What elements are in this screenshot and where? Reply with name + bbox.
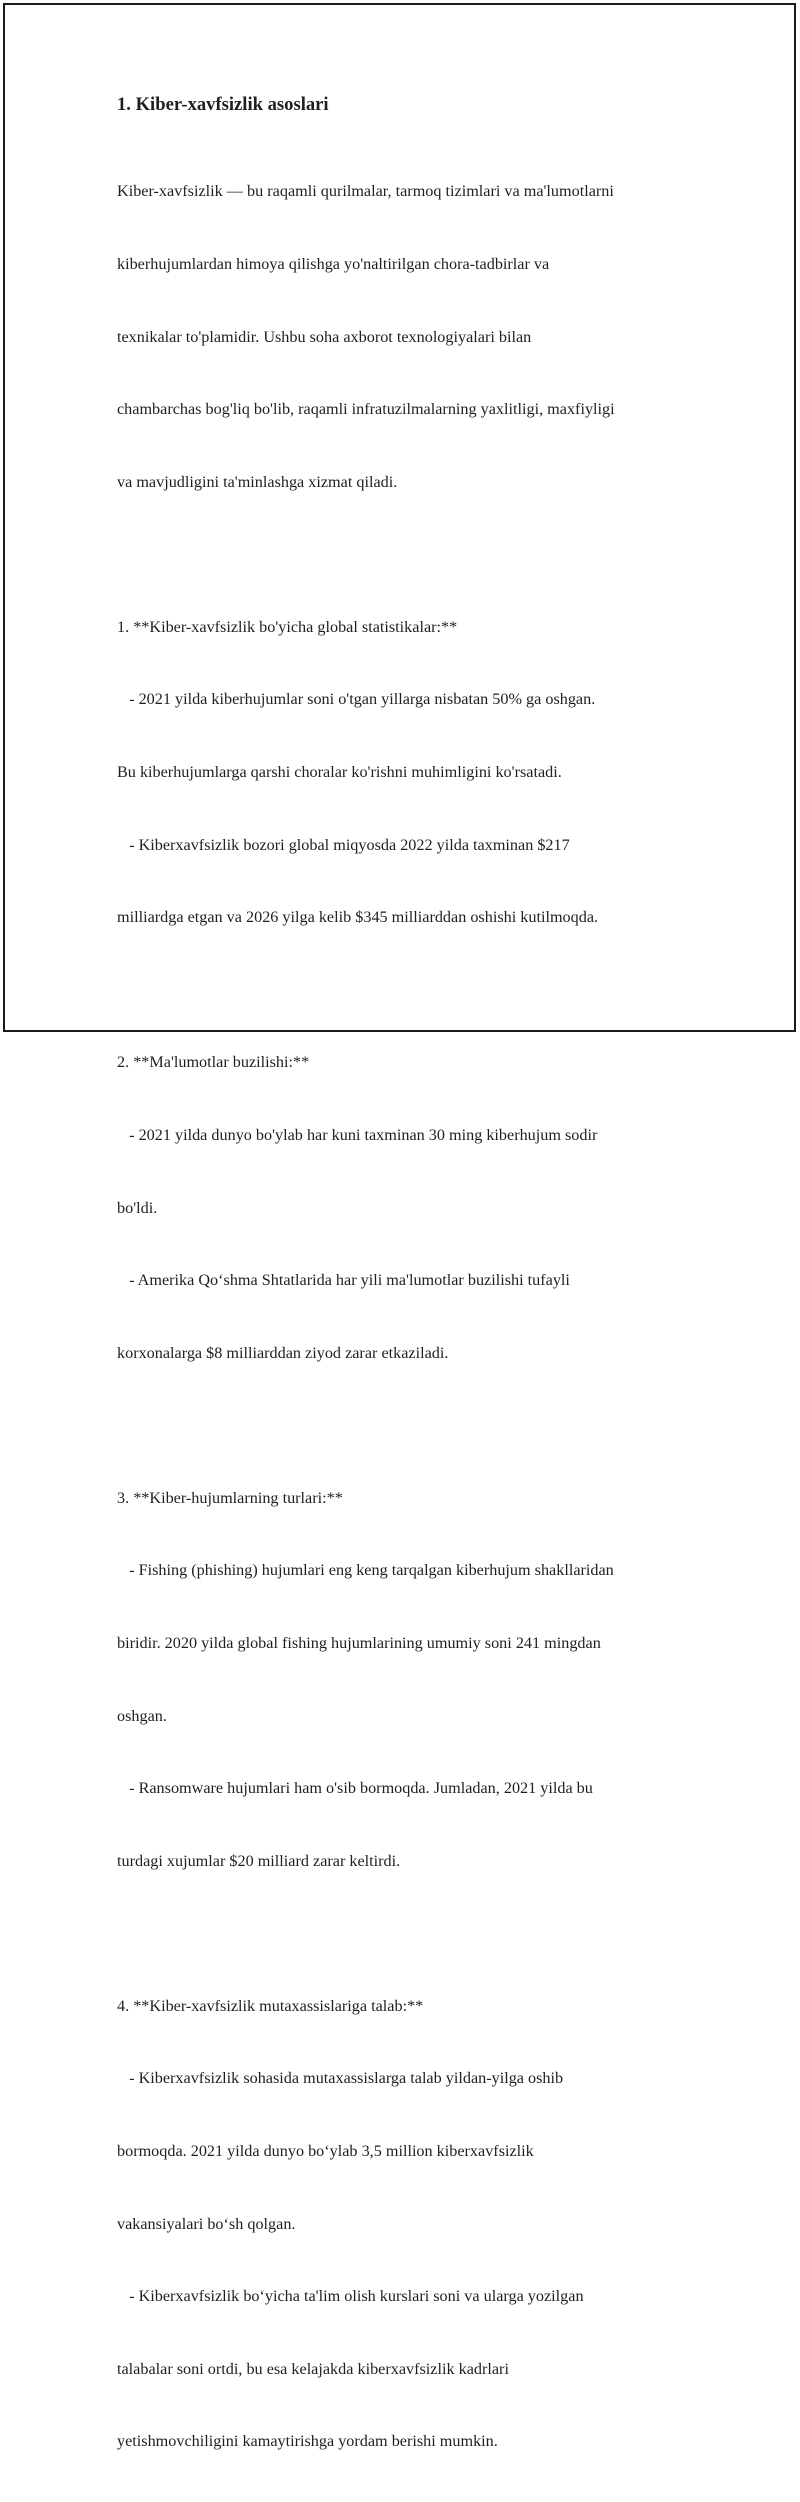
section-line: turdagi xujumlar $20 milliard zarar keltirdi. — [117, 1851, 401, 1870]
section-line: - Amerika Qo‘shma Shtatlarida har yili ma'lumotlar buzilishi tufayli — [117, 1271, 570, 1290]
document-title: 1. Kiber-xavfsizlik asoslari — [117, 94, 329, 115]
intro-paragraph — [117, 131, 687, 542]
section-specialist-demand — [117, 1945, 687, 2502]
section-line: yetishmovchiligini kamaytirishga yordam berishi mumkin. — [117, 2432, 498, 2451]
section-line: Bu kiberhujumlarga qarshi choralar ko'rishni muhimligini ko'rsatadi. — [117, 763, 562, 782]
paragraph-gap — [117, 542, 687, 566]
document-body — [117, 92, 687, 2502]
section-line: - Kiberxavfsizlik sohasida mutaxassislarga talab yildan-yilga oshib — [117, 2069, 564, 2088]
section-heading: 1. **Kiber-xavfsizlik bo'yicha global statistikalar:** — [117, 617, 458, 636]
section-line: korxonalarga $8 milliarddan ziyod zarar etkaziladi. — [117, 1343, 449, 1362]
section-line: - Ransomware hujumlari ham o'sib bormoqda. Jumladan, 2021 yilda bu — [117, 1779, 593, 1798]
section-heading: 3. **Kiber-hujumlarning turlari:** — [117, 1488, 343, 1507]
section-line: - 2021 yilda dunyo bo'ylab har kuni taxminan 30 ming kiberhujum sodir — [117, 1125, 598, 1144]
intro-line: texnikalar to'plamidir. Ushbu soha axborot texnologiyalari bilan — [117, 327, 532, 346]
section-heading: 2. **Ma'lumotlar buzilishi:** — [117, 1053, 310, 1072]
section-line: oshgan. — [117, 1706, 167, 1725]
section-line: - Kiberxavfsizlik bozori global miqyosda 2022 yilda taxminan $217 — [117, 835, 570, 854]
section-line: biridir. 2020 yilda global fishing hujumlarining umumiy soni 241 mingdan — [117, 1633, 601, 1652]
section-line: talabalar soni ortdi, bu esa kelajakda kiberxavfsizlik kadrlari — [117, 2359, 509, 2378]
intro-line: Kiber-xavfsizlik — bu raqamli qurilmalar, tarmoq tizimlari va ma'lumotlarni — [117, 182, 614, 201]
section-line: bormoqda. 2021 yilda dunyo bo‘ylab 3,5 million kiberxavfsizlik — [117, 2142, 534, 2161]
section-global-statistics — [117, 566, 687, 977]
section-attack-types — [117, 1437, 687, 1921]
intro-line: va mavjudligini ta'minlashga xizmat qiladi. — [117, 472, 398, 491]
intro-line: chambarchas bog'liq bo'lib, raqamli infratuzilmalarning yaxlitligi, maxfiyligi — [117, 400, 615, 419]
section-line: vakansiyalari bo‘sh qolgan. — [117, 2214, 296, 2233]
section-line: - 2021 yilda kiberhujumlar soni o'tgan yillarga nisbatan 50% ga oshgan. — [117, 690, 596, 709]
intro-line: kiberhujumlardan himoya qilishga yo'naltirilgan chora-tadbirlar va — [117, 255, 550, 274]
section-line: - Fishing (phishing) hujumlari eng keng tarqalgan kiberhujum shakllaridan — [117, 1561, 614, 1580]
section-line: bo'ldi. — [117, 1198, 158, 1217]
section-data-breaches — [117, 1002, 687, 1413]
section-line: - Kiberxavfsizlik bo‘yicha ta'lim olish kurslari soni va ularga yozilgan — [117, 2287, 584, 2306]
section-line: milliardga etgan va 2026 yilga kelib $345 milliarddan oshishi kutilmoqda. — [117, 908, 599, 927]
section-heading: 4. **Kiber-xavfsizlik mutaxassislariga talab:** — [117, 1996, 424, 2015]
paragraph-gap — [117, 1413, 687, 1437]
paragraph-gap — [117, 1921, 687, 1945]
paragraph-gap — [117, 978, 687, 1002]
